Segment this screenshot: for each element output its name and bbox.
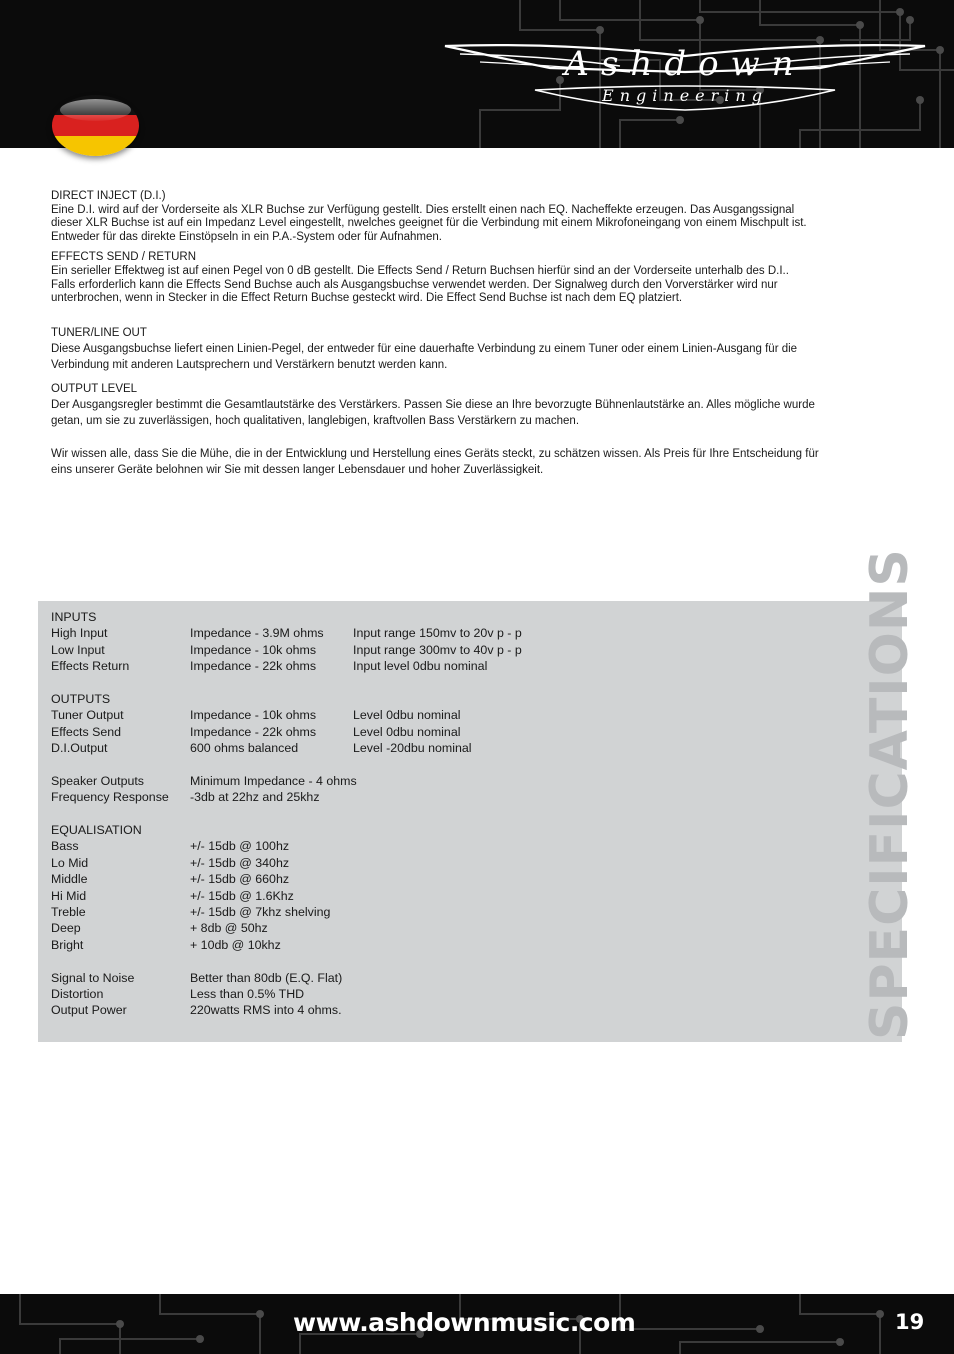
spec-label: Frequency Response bbox=[51, 790, 169, 805]
spec-label: EQUALISATION bbox=[51, 823, 142, 838]
spec-detail: Input range 150mv to 20v p - p bbox=[353, 626, 522, 641]
spec-label: Distortion bbox=[51, 986, 104, 1001]
spec-label: High Input bbox=[51, 626, 108, 641]
section-heading-effects: EFFECTS SEND / RETURN bbox=[51, 251, 197, 264]
spec-value: + 8db @ 50hz bbox=[190, 921, 268, 936]
spec-value: +/- 15db @ 100hz bbox=[190, 839, 290, 854]
page-number: 19 bbox=[895, 1310, 925, 1334]
spec-detail: Level 0dbu nominal bbox=[353, 724, 461, 739]
paragraph-line: Entweder für das direkte Einstöpseln in ein P.A.-System oder für Aufnahmen. bbox=[51, 230, 442, 243]
spec-value: 600 ohms balanced bbox=[190, 741, 299, 756]
spec-label: OUTPUTS bbox=[51, 691, 111, 706]
section-heading-di: DIRECT INJECT (D.I.) bbox=[51, 190, 166, 202]
spec-label: Treble bbox=[51, 905, 86, 920]
spec-label: Effects Send bbox=[51, 724, 122, 739]
section-heading-tuner: TUNER/LINE OUT bbox=[51, 326, 147, 339]
spec-label: Lo Mid bbox=[51, 855, 89, 870]
spec-label: Deep bbox=[51, 921, 81, 936]
page-header bbox=[0, 0, 954, 148]
spec-detail: Level 0dbu nominal bbox=[353, 708, 461, 723]
spec-label: Output Power bbox=[51, 1003, 127, 1018]
spec-label: Speaker Outputs bbox=[51, 773, 144, 788]
paragraph-line: Diese Ausgangsbuchse liefert einen Linien-Pegel, der entweder für eine dauerhafte Verbindung zu einem Tuner oder einem Linien-Ausgang für die bbox=[51, 342, 798, 355]
paragraph-line: Falls erforderlich kann die Effects Send Buchse auch als Ausgangsbuchse verwendet werden. Der Signalweg durch den Vorverstärker wird nur bbox=[51, 278, 778, 291]
website-link[interactable]: www.ashdownmusic.com bbox=[293, 1308, 636, 1337]
spec-detail: Input range 300mv to 40v p - p bbox=[353, 642, 522, 657]
spec-label: Low Input bbox=[51, 642, 105, 657]
spec-label: Middle bbox=[51, 872, 88, 887]
spec-label: Bass bbox=[51, 839, 79, 854]
spec-value: 220watts RMS into 4 ohms. bbox=[190, 1003, 342, 1018]
spec-value: Minimum Impedance - 4 ohms bbox=[190, 773, 357, 788]
logo-wordmark: Ashdown bbox=[564, 44, 806, 84]
closing-line: Wir wissen alle, dass Sie die Mühe, die in der Entwicklung und Herstellung eines Geräts steckt, zu schätzen wissen. Als Preis für Ihre Entscheidung für bbox=[51, 447, 819, 460]
paragraph-line: Eine D.I. wird auf der Vorderseite als XLR Buchse zur Verfügung gestellt. Dies erstellt einen nach EQ. Nacheffekte erzeugen. Das Ausgangssignal bbox=[51, 203, 795, 216]
paragraph-line: Verbindung mit anderen Lautsprechern und Verstärkern benutzt werden kann. bbox=[51, 358, 448, 371]
closing-line: eins unserer Geräte belohnen wir Sie mit dessen langer Lebensdauer und hoher Zuverlässigkeit. bbox=[51, 463, 544, 476]
spec-value: + 10db @ 10khz bbox=[190, 937, 281, 952]
paragraph-line: getan, um sie zu zuverlässigen, hoch qualitativen, langlebigen, kraftvollen Bass Verstärkern zu machen. bbox=[51, 414, 580, 427]
spec-label: INPUTS bbox=[51, 610, 97, 624]
paragraph-line: Ein serieller Effektweg ist auf einen Pegel von 0 dB gestellt. Die Effects Send / Return Buchsen hierfür sind an der Vorderseite unterhalb des D.I.. bbox=[51, 264, 789, 277]
manual-text bbox=[51, 190, 901, 478]
spec-label: Hi Mid bbox=[51, 888, 87, 903]
paragraph-line: unterbrochen, wenn in Stecker in die Effect Return Buchse gesteckt wird. Die Effect Send Buchse ist nach dem EQ platziert. bbox=[51, 292, 683, 305]
spec-value: +/- 15db @ 660hz bbox=[190, 872, 290, 887]
spec-value: Impedance - 22k ohms bbox=[190, 724, 317, 739]
paragraph-line: Der Ausgangsregler bestimmt die Gesamtlautstärke des Verstärkers. Passen Sie diese an Ihre bevorzugte Bühnenlautstärke an. Alles mögliche wurde bbox=[51, 398, 815, 411]
spec-value: -3db at 22hz and 25khz bbox=[190, 790, 320, 805]
spec-value: Less than 0.5% THD bbox=[190, 986, 305, 1001]
section-heading-output: OUTPUT LEVEL bbox=[51, 382, 138, 395]
german-flag-icon bbox=[52, 95, 139, 156]
paragraph-line: dieser XLR Buchse ist auf ein Impedanz Level eingestellt, nwelches geeignet für die Verbindung mit einem Mikrofoneingang von einem Mischpult ist. bbox=[51, 217, 807, 230]
spec-value: +/- 15db @ 1.6Khz bbox=[190, 888, 294, 903]
spec-value: Impedance - 10k ohms bbox=[190, 708, 317, 723]
spec-detail: Input level 0dbu nominal bbox=[353, 659, 488, 674]
spec-value: Impedance - 22k ohms bbox=[190, 659, 317, 674]
spec-value: Impedance - 3.9M ohms bbox=[190, 626, 324, 641]
spec-value: +/- 15db @ 340hz bbox=[190, 855, 290, 870]
spec-value: +/- 15db @ 7khz shelving bbox=[190, 905, 331, 920]
spec-label: Signal to Noise bbox=[51, 970, 135, 985]
spec-label: Bright bbox=[51, 937, 84, 952]
spec-label: Tuner Output bbox=[51, 708, 124, 723]
ashdown-logo bbox=[440, 38, 930, 120]
spec-value: Impedance - 10k ohms bbox=[190, 642, 317, 657]
spec-detail: Level -20dbu nominal bbox=[353, 741, 472, 756]
spec-value: Better than 80db (E.Q. Flat) bbox=[190, 970, 343, 985]
specifications-title: SPECIFICATIONS bbox=[860, 548, 920, 1040]
spec-label: D.I.Output bbox=[51, 741, 108, 756]
logo-subtitle: Engineering bbox=[602, 86, 768, 105]
spec-label: Effects Return bbox=[51, 659, 130, 674]
